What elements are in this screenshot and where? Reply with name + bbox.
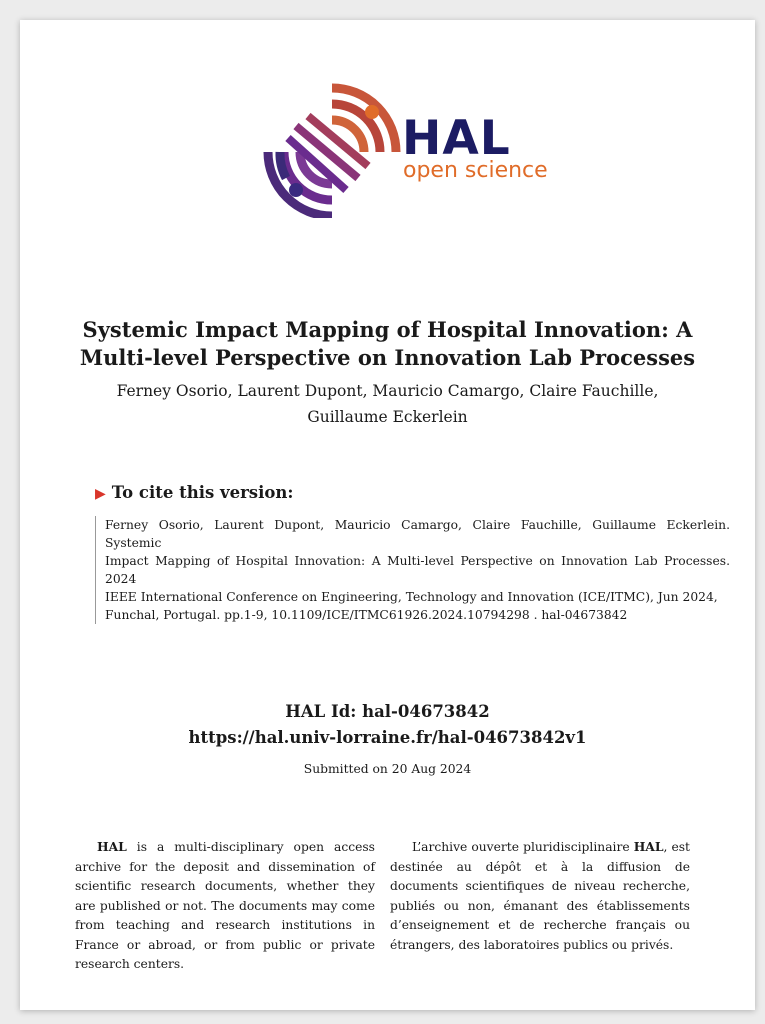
title-line-2: Multi-level Perspective on Innovation Lab Processes [79,345,696,370]
hal-bold: HAL [97,839,127,854]
title-line-1: Systemic Impact Mapping of Hospital Innovation: A [82,317,693,342]
hal-logo-wordmark: HAL [402,111,511,166]
citation-block [95,516,730,624]
hal-id: HAL Id: hal-04673842 [285,702,490,721]
footer-french-text-2: , est destinée au dépôt et à la diffusion de documents scientifiques de niveau recherche, publiés ou non, émanant des établissements d’enseignement et de recherche français ou étrangers, des laboratoires publics ou privés. [390,840,690,952]
triangle-right-icon: ▶ [95,486,106,502]
citation-line: Impact Mapping of Hospital Innovation: A Multi-level Perspective on Innovation Lab Processes. 2024 [105,554,730,586]
hal-logo-tagline: open science [403,158,548,183]
submitted-date: Submitted on 20 Aug 2024 [303,762,472,776]
cite-heading-label: To cite this version: [111,483,294,502]
cite-heading [95,483,293,502]
citation-line: Ferney Osorio, Laurent Dupont, Mauricio Camargo, Claire Fauchille, Guillaume Eckerlein. Systemic [105,518,730,550]
authors-line-1: Ferney Osorio, Laurent Dupont, Mauricio Camargo, Claire Fauchille, [116,382,659,400]
document-page [20,20,755,1010]
footer-french-text: L’archive ouverte pluridisciplinaire [412,840,634,854]
hal-bold: HAL [633,839,664,854]
paper-title [60,316,715,372]
footer-english-text: is a multi-disciplinary open access archive for the deposit and dissemination of scientific research documents, whether they are published or not. The documents may come from teaching and research institutions in France or abroad, or from public or private research centers. [75,840,375,971]
hal-url-link[interactable]: https://hal.univ-lorraine.fr/hal-04673842v1 [188,728,587,747]
footer-english [75,837,375,975]
citation-line: Funchal, Portugal. pp.1-9, 10.1109/ICE/ITMC61926.2024.10794298 . hal-04673842 [105,608,628,622]
footer-french [390,837,690,955]
paper-authors [90,378,685,430]
authors-line-2: Guillaume Eckerlein [307,408,468,426]
citation-line: IEEE International Conference on Engineering, Technology and Innovation (ICE/ITMC), Jun 2024, [105,590,718,604]
